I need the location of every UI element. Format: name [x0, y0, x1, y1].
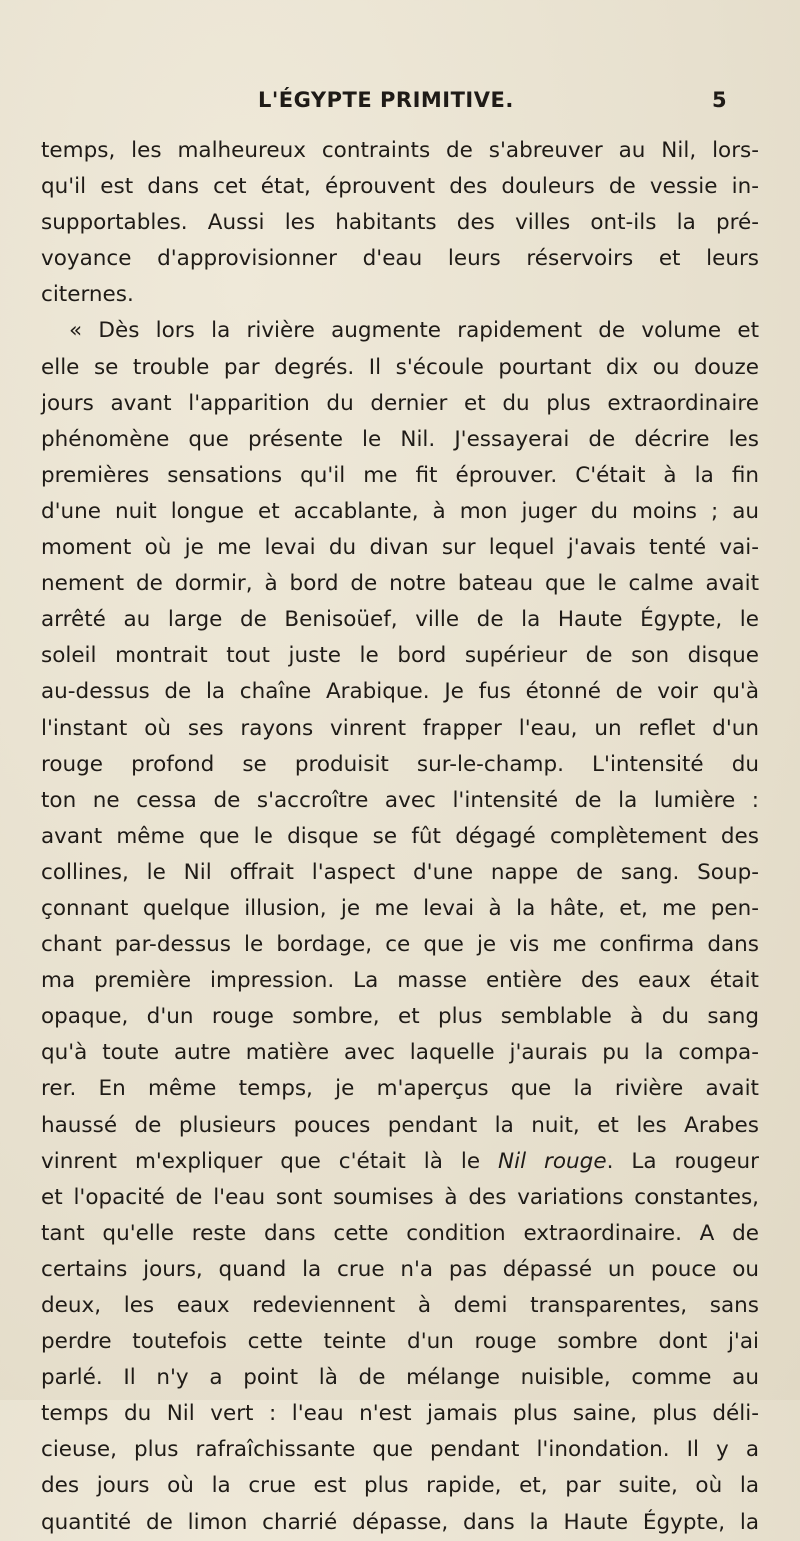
text-line: « Dès lors la rivière augmente rapidement de volume et: [69, 318, 759, 344]
text-line: qu'à toute autre matière avec laquelle j'aurais pu la compa-: [41, 1040, 759, 1066]
text-line: avant même que le disque se fût dégagé complètement des: [41, 823, 759, 849]
text-line: au-dessus de la chaîne Arabique. Je fus étonné de voir qu'à: [41, 679, 759, 705]
text-line: soleil montrait tout juste le bord supérieur de son disque: [41, 643, 759, 669]
text-line: l'instant où ses rayons vinrent frapper l'eau, un reflet d'un: [41, 715, 759, 741]
text-line: temps du Nil vert : l'eau n'est jamais plus saine, plus déli-: [41, 1401, 759, 1427]
text-line: voyance d'approvisionner d'eau leurs réservoirs et leurs: [41, 246, 759, 272]
text-line: des jours où la crue est plus rapide, et, par suite, où la: [41, 1473, 759, 1499]
text-line: chant par-dessus le bordage, ce que je vis me confirma dans: [41, 932, 759, 958]
text-line: cieuse, plus rafraîchissante que pendant l'inondation. Il y a: [41, 1437, 759, 1463]
text-line: nement de dormir, à bord de notre bateau que le calme avait: [41, 571, 759, 597]
text-line: phénomène que présente le Nil. J'essayerai de décrire les: [41, 426, 759, 452]
text-line: parlé. Il n'y a point là de mélange nuisible, comme au: [41, 1365, 759, 1391]
text-line: temps, les malheureux contraints de s'abreuver au Nil, lors-: [41, 138, 759, 163]
text-line: rouge profond se produisit sur-le-champ. L'intensité du: [41, 751, 759, 777]
text-line: qu'il est dans cet état, éprouvent des douleurs de vessie in-: [41, 174, 759, 200]
running-head: [0, 88, 800, 118]
text-line: elle se trouble par degrés. Il s'écoule pourtant dix ou douze: [41, 354, 759, 380]
text-line: tant qu'elle reste dans cette condition extraordinaire. A de: [41, 1220, 759, 1246]
running-title: L'ÉGYPTE PRIMITIVE.: [258, 88, 514, 112]
text-line: d'une nuit longue et accablante, à mon juger du moins ; au: [41, 498, 759, 524]
text-line: et l'opacité de l'eau sont soumises à des variations constantes,: [41, 1184, 759, 1210]
text-line: çonnant quelque illusion, je me levai à la hâte, et, me pen-: [41, 895, 759, 921]
text-line: moment où je me levai du divan sur lequel j'avais tenté vai-: [41, 535, 759, 561]
text-segment: vinrent m'expliquer que c'était là le: [41, 1148, 499, 1174]
text-line: opaque, d'un rouge sombre, et plus semblable à du sang: [41, 1004, 759, 1030]
text-line: certains jours, quand la crue n'a pas dépassé un pouce ou: [41, 1256, 759, 1282]
text-line: citernes.: [41, 282, 134, 308]
text-line: ma première impression. La masse entière des eaux était: [41, 968, 759, 994]
text-line: rer. En même temps, je m'aperçus que la rivière avait: [41, 1076, 759, 1102]
page-number: 5: [712, 88, 727, 112]
text-line-with-italic: [41, 1144, 759, 1180]
text-line: perdre toutefois cette teinte d'un rouge sombre dont j'ai: [41, 1329, 759, 1355]
text-line: deux, les eaux redeviennent à demi transparentes, sans: [41, 1293, 759, 1318]
text-segment: . La rougeur: [606, 1148, 759, 1174]
text-line: ton ne cessa de s'accroître avec l'intensité de la lumière :: [41, 787, 759, 813]
text-line: collines, le Nil offrait l'aspect d'une nappe de sang. Soup-: [41, 859, 759, 885]
text-line: quantité de limon charrié dépasse, dans la Haute Égypte, la: [41, 1509, 759, 1535]
body-text: [41, 133, 759, 1541]
text-line: premières sensations qu'il me fit éprouver. C'était à la fin: [41, 462, 759, 488]
text-line: supportables. Aussi les habitants des villes ont-ils la pré-: [41, 210, 759, 236]
text-line: haussé de plusieurs pouces pendant la nuit, et les Arabes: [41, 1112, 759, 1138]
text-line: arrêté au large de Benisoüef, ville de la Haute Égypte, le: [41, 607, 759, 633]
italic-phrase: Nil rouge: [498, 1148, 607, 1174]
text-line: jours avant l'apparition du dernier et du plus extraordinaire: [41, 390, 759, 416]
